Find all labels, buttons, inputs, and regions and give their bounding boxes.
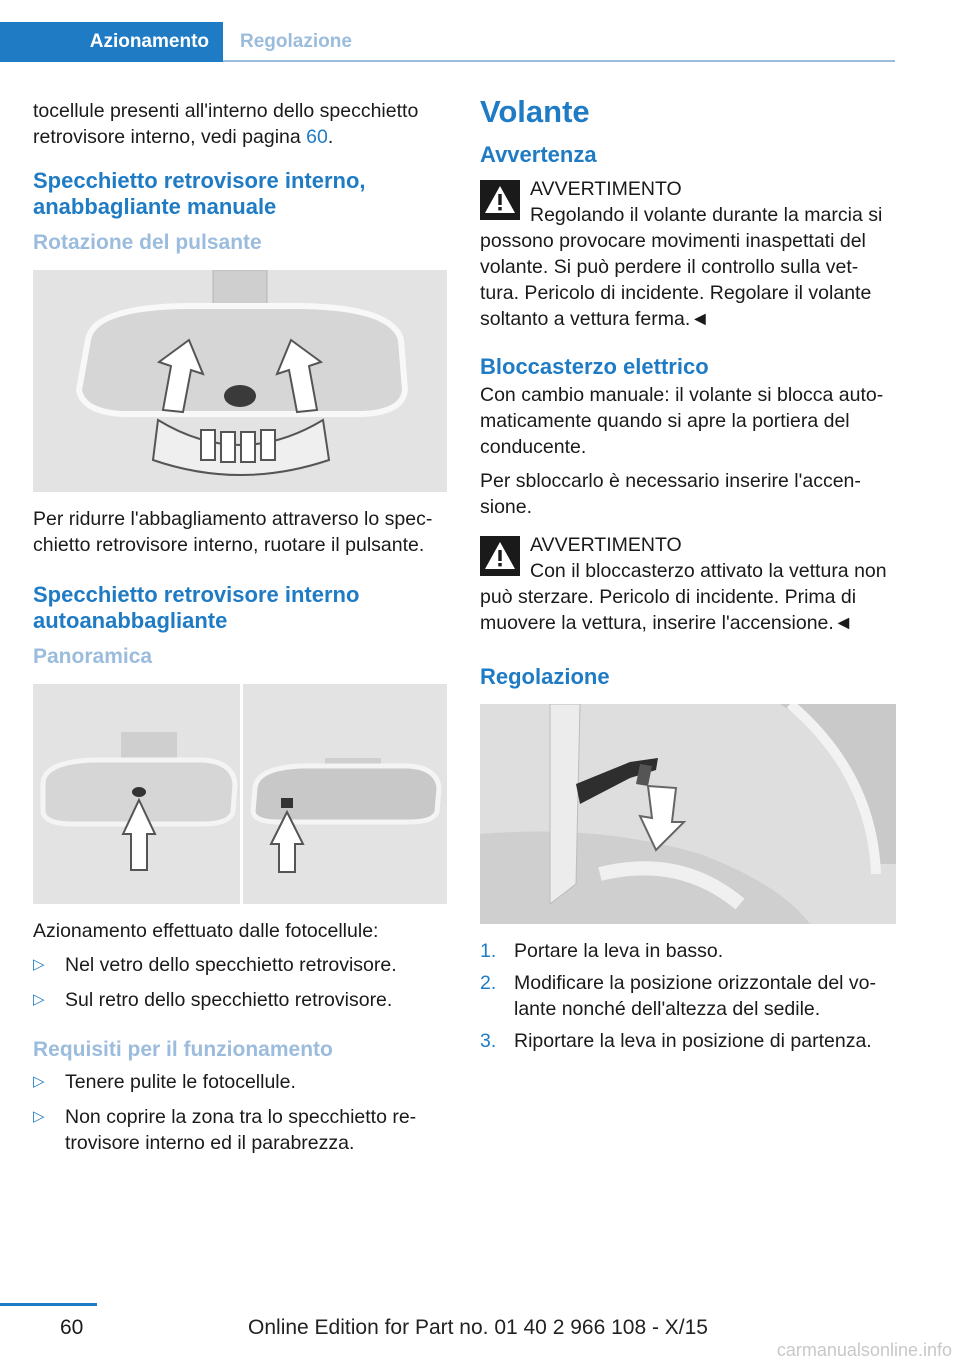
intro-text: tocellule presenti all'interno dello specchietto retrovisore interno, vedi pagina <box>33 100 419 148</box>
triangle-bullet-icon: ▷ <box>33 956 45 973</box>
triangle-bullet-icon: ▷ <box>33 1073 45 1090</box>
figure-mirror-overview <box>33 684 447 904</box>
lock-paragraph-1: Con cambio manuale: il volante si blocca auto-maticamente quando si apre la portiera del conducente. <box>480 384 884 458</box>
page-link[interactable]: 60 <box>306 126 328 148</box>
step-text: Modificare la posizione orizzontale del vo-lante nonché dell'altezza del sedile. <box>514 972 877 1020</box>
header-tabs <box>0 22 895 62</box>
requirements-list <box>33 1069 447 1156</box>
right-column <box>480 94 896 1060</box>
intro-paragraph <box>33 98 447 150</box>
figure-mirror-rotation <box>33 270 447 492</box>
list-item <box>480 938 896 964</box>
list-item-text: Tenere pulite le fotocellule. <box>65 1071 296 1093</box>
list-item <box>33 952 447 978</box>
watermark: carmanualsonline.info <box>776 1340 952 1360</box>
list-item-text: Sul retro dello specchietto retrovisore. <box>65 989 393 1011</box>
rotation-paragraph: Per ridurre l'abbagliamento attraverso lo spec-chietto retrovisore interno, ruotare il pulsante. <box>33 508 433 556</box>
list-item-text: Non coprire la zona tra lo specchietto re-trovisore interno ed il parabrezza. <box>65 1106 417 1154</box>
warning-text: Con il bloccasterzo attivato la vettura non può sterzare. Pericolo di incidente. Prima di muovere la vettura, inserire l'accensione.◄ <box>480 560 887 634</box>
header-divider <box>223 60 895 62</box>
warning-text: Regolando il volante durante la marcia si possono provocare movimenti inaspettati del volante. Si può perdere il controllo sulla vet-tura. Pericolo di incidente. Regolare il volante soltanto a vettura ferma.◄ <box>480 204 883 330</box>
heading-warning: Avvertenza <box>480 142 597 167</box>
photocells-list <box>33 952 447 1013</box>
heading-auto-mirror: Specchietto retrovisore interno autoanabbagliante <box>33 582 360 633</box>
step-text: Riportare la leva in posizione di partenza. <box>514 1030 872 1052</box>
list-item <box>480 1028 896 1054</box>
page-number: 60 <box>60 1316 84 1339</box>
list-item-text: Nel vetro dello specchietto retrovisore. <box>65 954 397 976</box>
warning-triangle-icon <box>480 180 520 220</box>
triangle-bullet-icon: ▷ <box>33 1108 45 1125</box>
list-item <box>33 1069 447 1095</box>
photocells-paragraph: Azionamento effettuato dalle fotocellule: <box>33 920 379 942</box>
heading-rotation: Rotazione del pulsante <box>33 231 262 254</box>
heading-requirements: Requisiti per il funzionamento <box>33 1038 333 1061</box>
step-number: 2. <box>480 972 497 994</box>
footer-divider <box>0 1303 97 1306</box>
warning-title: AVVERTIMENTO <box>530 178 682 200</box>
list-item <box>33 1104 447 1156</box>
heading-adjustment: Regolazione <box>480 664 610 689</box>
heading-volante: Volante <box>480 94 590 129</box>
warning-triangle-icon <box>480 536 520 576</box>
step-text: Portare la leva in basso. <box>514 940 724 962</box>
list-item <box>480 970 896 1022</box>
tab-regolazione[interactable]: Regolazione <box>240 31 352 52</box>
warning-box-2 <box>480 532 896 636</box>
list-item <box>33 987 447 1013</box>
heading-overview: Panoramica <box>33 645 153 668</box>
left-column <box>33 98 447 1166</box>
lock-paragraph-2: Per sbloccarlo è necessario inserire l'accen-sione. <box>480 470 861 518</box>
heading-manual-mirror: Specchietto retrovisore interno, anabbagliante manuale <box>33 168 366 219</box>
step-number: 1. <box>480 940 497 962</box>
intro-end: . <box>327 126 334 148</box>
step-number: 3. <box>480 1030 497 1052</box>
triangle-bullet-icon: ▷ <box>33 991 45 1008</box>
warning-title: AVVERTIMENTO <box>530 534 682 556</box>
adjustment-steps <box>480 938 896 1054</box>
edition-text: Online Edition for Part no. 01 40 2 966 108 - X/15 <box>248 1316 708 1339</box>
figure-steering-lever <box>480 704 896 924</box>
heading-steering-lock: Bloccasterzo elettrico <box>480 354 709 379</box>
tab-azionamento[interactable]: Azionamento <box>0 22 223 62</box>
warning-box-1 <box>480 176 896 332</box>
